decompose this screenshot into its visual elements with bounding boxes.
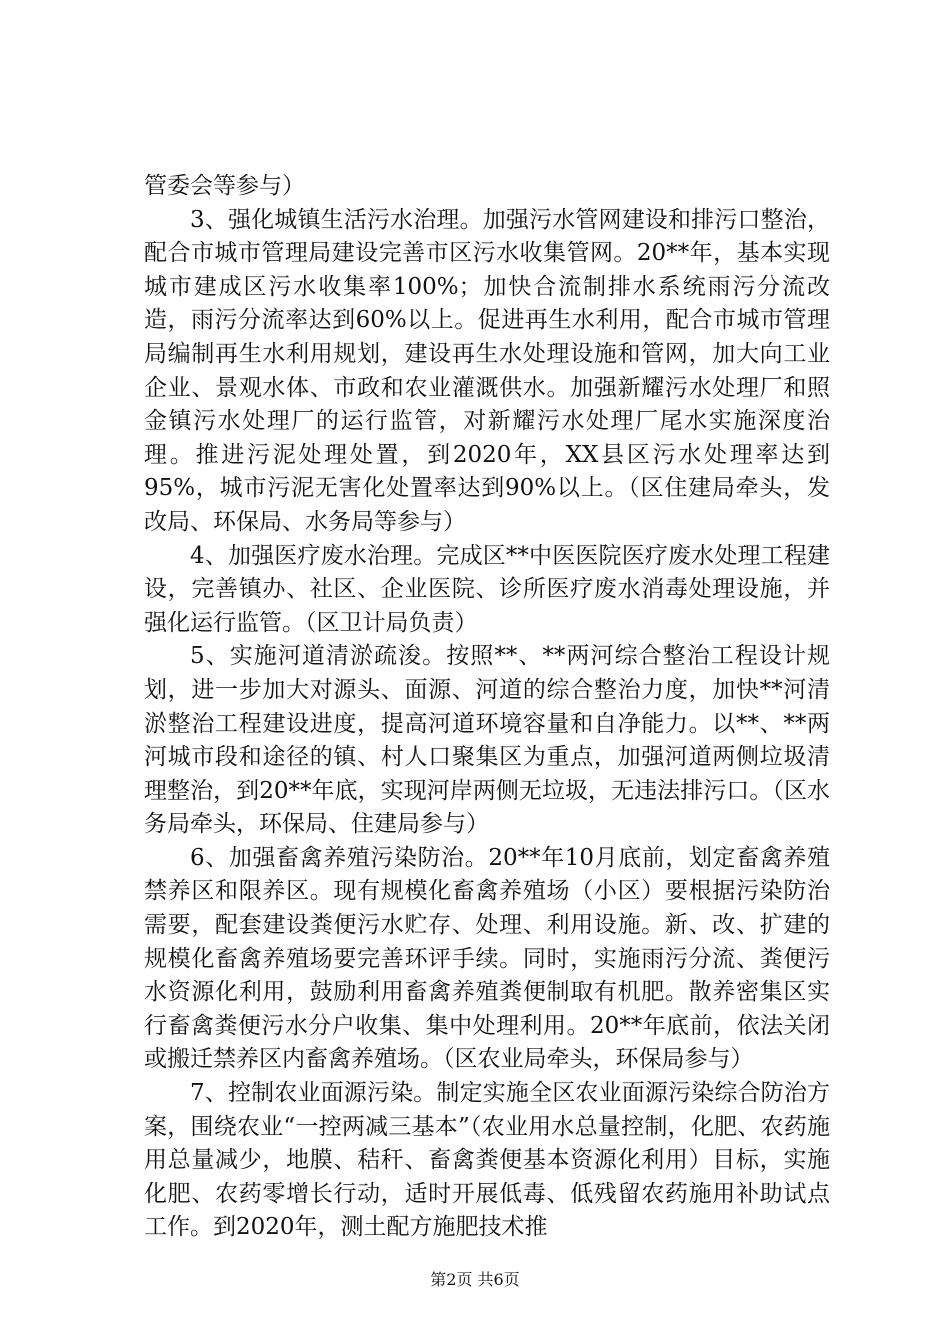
paragraph-continuation: 管委会等参与） xyxy=(144,173,305,199)
page-number-footer: 第2页 共6页 xyxy=(430,1270,520,1289)
document-body xyxy=(144,170,830,1245)
paragraph-item-4-medical-wastewater: 4、加强医疗废水治理。完成区**中医医院医疗废水处理工程建设，完善镇办、社区、企业医院、诊所医疗废水消毒处理设施，并强化运行监管。（区卫计局负责） xyxy=(144,542,830,636)
paragraph-item-6-livestock: 6、加强畜禽养殖污染防治。20**年10月底前，划定畜禽养殖禁养区和限养区。现有规模化畜禽养殖场（小区）要根据污染防治需要，配套建设粪便污水贮存、处理、利用设施。新、改、扩建的规模化畜禽养殖场要完善环评手续。同时，实施雨污分流、粪便污水资源化利用，鼓励利用畜禽养殖粪便制取有机肥。散养密集区实行畜禽粪便污水分户收集、集中处理利用。20**年底前，依法关闭或搬迁禁养区内畜禽养殖场。（区农业局牵头，环保局参与） xyxy=(144,844,830,1073)
paragraph-item-7-agriculture: 7、控制农业面源污染。制定实施全区农业面源污染综合防治方案，围绕农业“一控两减三基本”（农业用水总量控制，化肥、农药施用总量减少，地膜、秸秆、畜禽粪便基本资源化利用）目标，实施化肥、农药零增长行动，适时开展低毒、低残留农药施用补助试点工作。到2020年，测土配方施肥技术推 xyxy=(144,1080,830,1241)
paragraph-item-5-river-dredging: 5、实施河道清淤疏浚。按照**、**两河综合整治工程设计规划，进一步加大对源头、面源、河道的综合整治力度，加快**河清淤整治工程建设进度，提高河道环境容量和自净能力。以**、**两河城市段和途径的镇、村人口聚集区为重点，加强河道两侧垃圾清理整治，到20**年底，实现河岸两侧无垃圾，无违法排污口。（区水务局牵头，环保局、住建局参与） xyxy=(144,643,830,838)
paragraph-item-3-sewage: 3、强化城镇生活污水治理。加强污水管网建设和排污口整治，配合市城市管理局建设完善市区污水收集管网。20**年，基本实现城市建成区污水收集率100%；加快合流制排水系统雨污分流改造，雨污分流率达到60%以上。促进再生水利用，配合市城市管理局编制再生水利用规划，建设再生水处理设施和管网，加大向工业企业、景观水体、市政和农业灌溉供水。加强新耀污水处理厂和照金镇污水处理厂的运行监管，对新耀污水处理厂尾水实施深度治理。推进污泥处理处置，到2020年，XX县区污水处理率达到95%，城市污泥无害化处置率达到90%以上。（区住建局牵头，发改局、环保局、水务局等参与） xyxy=(144,206,830,535)
